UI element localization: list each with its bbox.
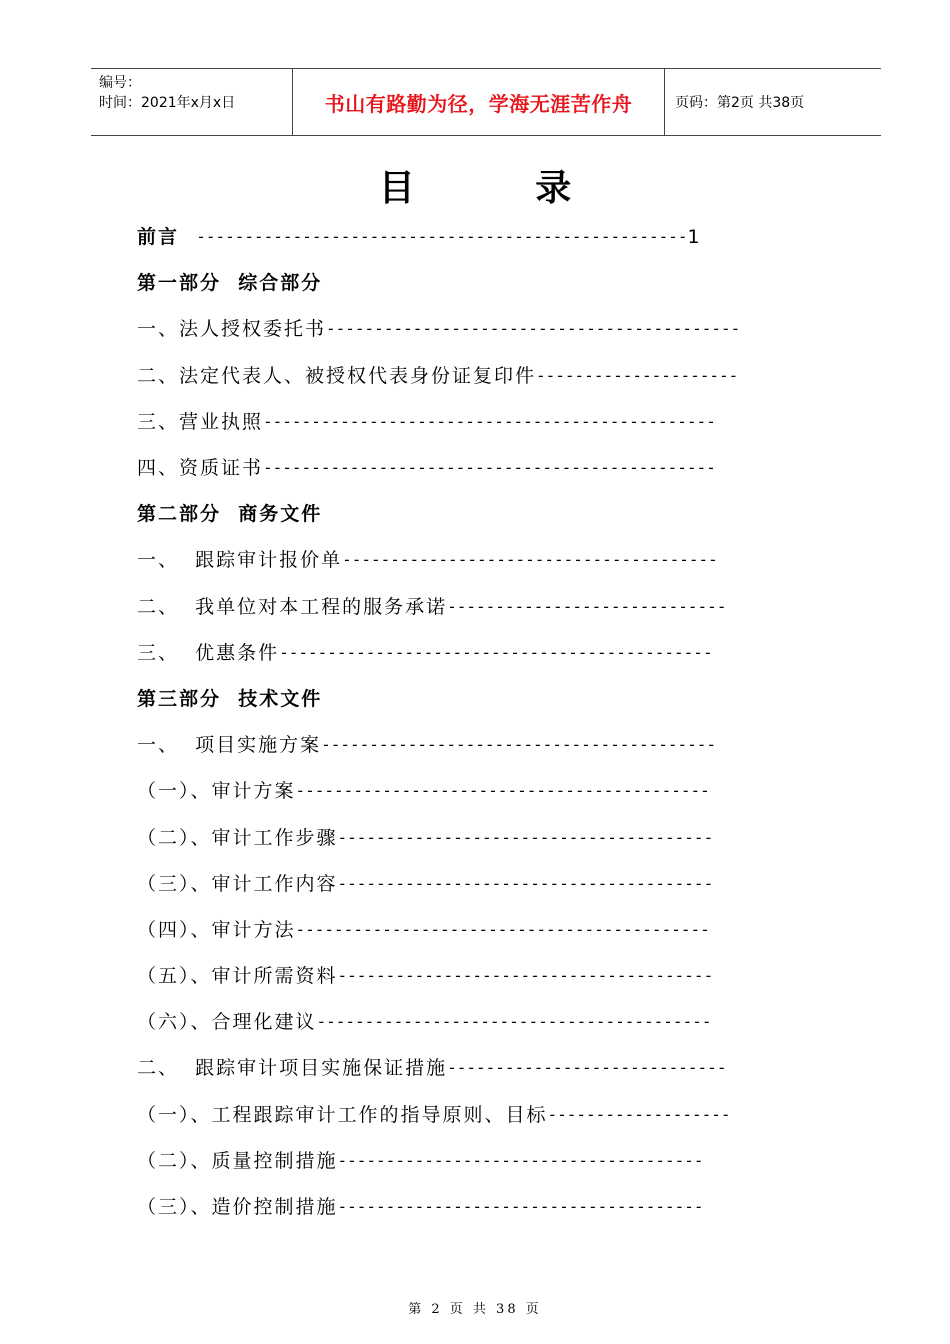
toc-entry[interactable]	[137, 1138, 837, 1184]
toc-entry-label: （三）、审计工作内容	[137, 872, 338, 895]
toc-entry-label: 一、 项目实施方案	[137, 734, 322, 757]
toc-entry[interactable]	[137, 445, 837, 491]
page-footer: 第 2 页 共 38 页	[408, 1302, 542, 1317]
toc-entry-leader: -------------------	[547, 1104, 731, 1124]
toc-entry-label: 四、资质证书	[137, 457, 264, 480]
toc-entry-label: （六）、合理化建议	[137, 1011, 317, 1034]
toc-entry[interactable]	[137, 537, 837, 583]
toc-entry-label: 一、 跟踪审计报价单	[137, 549, 343, 572]
toc-entry-label: （二）、审计工作步骤	[137, 826, 338, 849]
document-number-label: 编号：	[99, 75, 141, 91]
toc-entry-leader: -----------------------------	[447, 1058, 727, 1078]
toc-entry-label: 二、法定代表人、被授权代表身份证复印件	[137, 364, 537, 387]
toc-entry-leader: -------------------------------------------	[326, 319, 741, 339]
toc-entry-label: 二、 跟踪审计项目实施保证措施	[137, 1057, 448, 1080]
toc-entry[interactable]	[137, 399, 837, 445]
toc-entry-leader: ---------------------	[536, 365, 739, 385]
toc-entry[interactable]	[137, 953, 837, 999]
toc-entry-label: （五）、审计所需资料	[137, 965, 338, 988]
toc-entry[interactable]	[137, 722, 837, 768]
toc-entry[interactable]	[137, 630, 837, 676]
toc-entry-label: 二、 我单位对本工程的服务承诺	[137, 595, 448, 618]
toc-entry[interactable]	[137, 260, 837, 306]
toc-entry-label: 第二部分 商务文件	[137, 503, 323, 526]
toc-entry-leader: --------------------------------------	[337, 1150, 704, 1170]
table-of-contents	[137, 214, 837, 1230]
toc-entry-leader: ---------------------------------------------	[279, 642, 713, 662]
document-time-label: 时间：2021年x月x日	[99, 95, 236, 111]
toc-entry[interactable]	[137, 491, 837, 537]
toc-entry-label: 第一部分 综合部分	[137, 272, 323, 295]
toc-entry-label: （四）、审计方法	[137, 918, 296, 941]
header-page-label: 页码：第2页 共38页	[675, 95, 805, 111]
toc-entry-leader: -----------------------------------------------	[263, 458, 716, 478]
toc-entry-label: （一）、审计方案	[137, 780, 296, 803]
toc-entry[interactable]	[137, 768, 837, 814]
toc-entry[interactable]	[137, 676, 837, 722]
toc-entry[interactable]	[137, 1045, 837, 1091]
toc-entry[interactable]	[137, 861, 837, 907]
toc-entry-page-number: 1	[687, 226, 700, 249]
toc-entry[interactable]	[137, 1184, 837, 1230]
toc-entry[interactable]	[137, 306, 837, 352]
toc-entry-leader: ---------------------------------------	[337, 873, 714, 893]
toc-entry[interactable]	[137, 814, 837, 860]
header-meta	[91, 69, 293, 135]
toc-entry-label: （一）、工程跟踪审计工作的指导原则、目标	[137, 1103, 548, 1126]
toc-entry-label: 第三部分 技术文件	[137, 687, 323, 710]
toc-entry-leader: ---------------------------------------------------	[196, 227, 688, 247]
header-motto: 书山有路勤为径，学海无涯苦作舟	[293, 69, 665, 135]
toc-entry-leader: -------------------------------------------	[295, 781, 710, 801]
toc-entry-leader: -----------------------------------------------	[263, 411, 716, 431]
toc-entry[interactable]	[137, 353, 837, 399]
page-title: 目 录	[378, 168, 626, 209]
toc-entry[interactable]	[137, 214, 837, 260]
toc-entry-leader: -------------------------------------------	[295, 919, 710, 939]
toc-entry[interactable]	[137, 907, 837, 953]
toc-entry-leader: ---------------------------------------	[337, 966, 714, 986]
page-header	[91, 68, 881, 136]
toc-entry[interactable]	[137, 999, 837, 1045]
toc-entry-label: 三、营业执照	[137, 410, 264, 433]
toc-entry[interactable]	[137, 584, 837, 630]
toc-entry-label: 前言	[137, 226, 197, 249]
toc-entry-label: （二）、质量控制措施	[137, 1149, 338, 1172]
toc-entry-label: 一、法人授权委托书	[137, 318, 327, 341]
toc-entry-leader: -----------------------------------------	[321, 735, 717, 755]
toc-entry-leader: -----------------------------	[447, 596, 727, 616]
toc-entry-leader: ---------------------------------------	[342, 550, 718, 570]
toc-entry-label: （三）、造价控制措施	[137, 1196, 338, 1219]
toc-entry-leader: -----------------------------------------	[316, 1012, 712, 1032]
toc-entry-leader: ---------------------------------------	[337, 827, 714, 847]
toc-entry-label: 三、 优惠条件	[137, 641, 280, 664]
toc-entry[interactable]	[137, 1092, 837, 1138]
toc-entry-leader: --------------------------------------	[337, 1197, 704, 1217]
